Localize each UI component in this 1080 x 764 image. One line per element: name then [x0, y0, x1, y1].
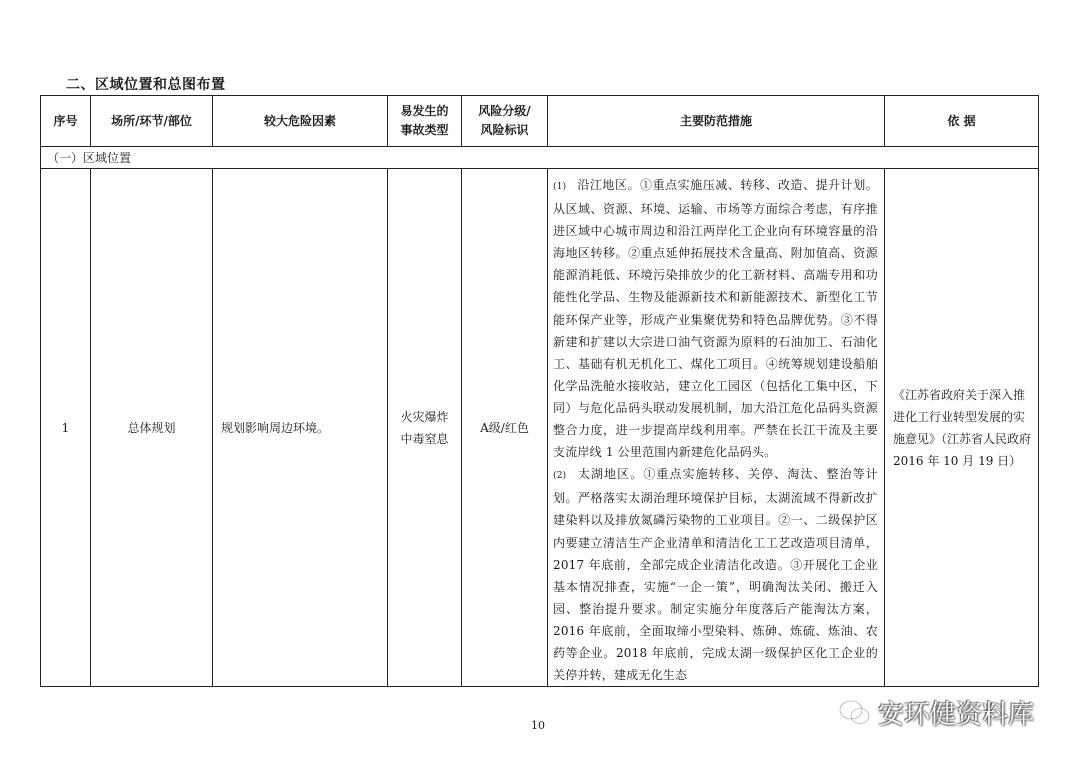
- row-risk-level: A级/红色: [462, 169, 548, 687]
- header-risk-line2: 风险标识: [480, 123, 529, 137]
- row-accident-line1: 火灾爆炸: [400, 409, 449, 424]
- measures-paragraph-2: [553, 463, 878, 686]
- header-risk-level: [462, 96, 548, 147]
- row-measures: [548, 169, 885, 687]
- row-place: 总体规划: [91, 169, 213, 687]
- table-row: [41, 169, 1039, 687]
- watermark-text: 安环健资料库: [878, 700, 1035, 730]
- header-accident-type: [388, 96, 462, 147]
- page-number: 10: [531, 719, 545, 732]
- row-seq: 1: [41, 169, 91, 687]
- header-measures: 主要防范措施: [548, 96, 885, 147]
- measures-p1-number: (1): [553, 182, 567, 192]
- risk-table: [40, 95, 1039, 687]
- subsection-label: （一）区域位置: [41, 147, 1039, 169]
- table-header-row: [41, 96, 1039, 147]
- row-accident-line2: 中毒窒息: [400, 431, 449, 446]
- header-place: 场所/环节/部位: [91, 96, 213, 147]
- row-accident-type: [388, 169, 462, 687]
- watermark: [838, 694, 1034, 731]
- header-accident-line2: 事故类型: [400, 123, 449, 137]
- section-title: 二、区域位置和总图布置: [66, 77, 226, 93]
- measures-p2-number: (2): [553, 471, 567, 482]
- subsection-row: [41, 147, 1039, 169]
- header-basis: 依 据: [885, 96, 1039, 147]
- wechat-icon: [838, 698, 872, 728]
- row-basis: 《江苏省政府关于深入推进化工行业转型发展的实施意见》（江苏省人民政府 2016 年 10 月 19 日）: [885, 169, 1039, 687]
- header-hazard: 较大危险因素: [213, 96, 388, 147]
- measures-p2-text: 太湖地区。①重点实施转移、关停、淘汰、整治等计划。严格落实太湖治理环境保护目标，太湖流域不得新改扩建染料以及排放氮磷污染物的工业项目。②一、二级保护区内要建立清洁生产企业清单和清洁化工工艺改造项目清单，2017 年底前，全部完成企业清洁化改造。③开展化工企业基本情况排查，实施“一企一策”，明确淘汰关闭、搬迁入园、整治提升要求。制定实施分年度落后产能淘汰方案， 2016 年底前，全面取缔小型染料、炼砷、炼硫、炼油、农药等企业。2018 年底前，完成太湖一级保护区化工企业的关停并转，建成无化生态: [553, 467, 878, 683]
- header-accident-line1: 易发生的: [400, 104, 449, 118]
- measures-paragraph-1: [553, 174, 878, 463]
- header-seq: 序号: [41, 96, 91, 147]
- header-risk-line1: 风险分级/: [478, 104, 531, 118]
- row-hazard: 规划影响周边环境。: [213, 169, 388, 687]
- measures-p1-text: 沿江地区。①重点实施压减、转移、改造、提升计划。从区域、资源、环境、运输、市场等方面综合考虑，有序推进区域中心城市周边和沿江两岸化工企业向有环境容量的沿海地区转移。②重点延伸拓展技术含量高、附加值高、资源能源消耗低、环境污染排放少的化工新材料、高端专用和功能性化学品、生物及能源新技术和新能源技术、新型化工节能环保产业等，形成产业集聚优势和特色品牌优势。③不得新建和扩建以大宗进口油气资源为原料的石油加工、石油化工、基础有机无机化工、煤化工项目。④统筹规划建设船舶化学品洗舱水接收站，建立化工园区（包括化工集中区，下同）与危化品码头联动发展机制，加大沿江危化品码头资源整合力度，进一步提高岸线利用率。严禁在长江干流及主要支流岸线 1 公里范围内新建危化品码头。: [553, 178, 878, 460]
